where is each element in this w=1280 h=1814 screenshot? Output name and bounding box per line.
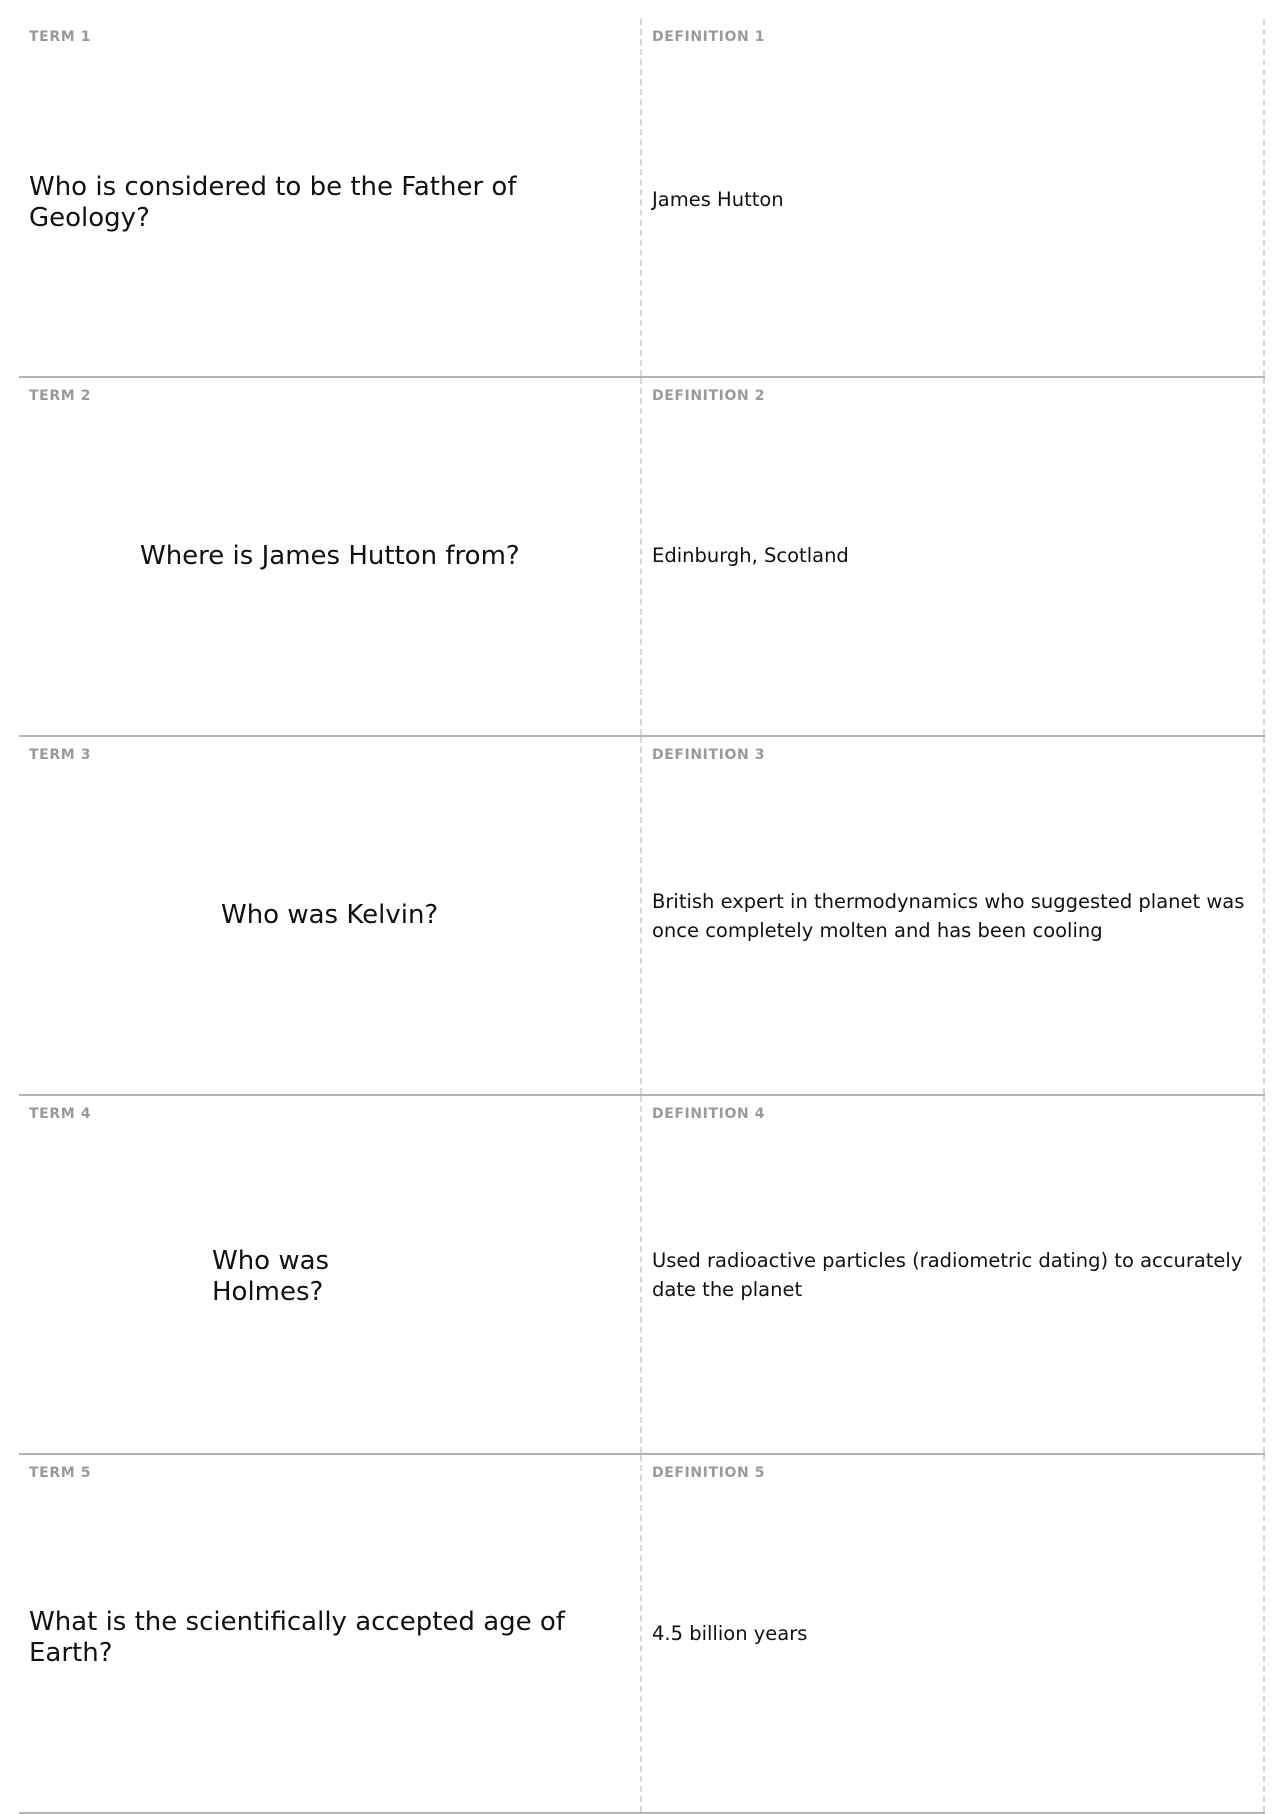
term-cell bbox=[19, 737, 642, 1094]
definition-text: British expert in thermodynamics who suggested planet was once completely molten and has been cooling bbox=[652, 890, 1245, 942]
definition-cell bbox=[642, 737, 1265, 1094]
flashcard-row bbox=[19, 1096, 1265, 1455]
flashcard-row bbox=[19, 1455, 1265, 1814]
term-text: Where is James Hutton from? bbox=[140, 541, 520, 571]
term-cell bbox=[19, 1096, 642, 1453]
definition-cell bbox=[642, 378, 1265, 735]
term-text: Who was Holmes? bbox=[212, 1246, 330, 1307]
flashcard-row bbox=[19, 737, 1265, 1096]
term-cell bbox=[19, 19, 642, 376]
definition-text: Used radioactive particles (radiometric dating) to accurately date the planet bbox=[652, 1249, 1243, 1301]
definition-cell bbox=[642, 1455, 1265, 1812]
flashcard-sheet bbox=[19, 19, 1265, 1814]
term-label: TERM 2 bbox=[29, 388, 92, 404]
term-label: TERM 1 bbox=[29, 29, 92, 45]
definition-text: 4.5 billion years bbox=[652, 1622, 808, 1645]
term-text: What is the scientifically accepted age of Earth? bbox=[29, 1607, 565, 1668]
definition-cell bbox=[642, 1096, 1265, 1453]
term-text: Who was Kelvin? bbox=[221, 900, 439, 930]
term-label: TERM 3 bbox=[29, 747, 92, 763]
flashcard-row bbox=[19, 19, 1265, 378]
flashcard-row bbox=[19, 378, 1265, 737]
term-cell bbox=[19, 378, 642, 735]
definition-label: DEFINITION 2 bbox=[652, 388, 766, 404]
term-text: Who is considered to be the Father of Geology? bbox=[29, 172, 517, 233]
definition-label: DEFINITION 1 bbox=[652, 29, 766, 45]
term-cell bbox=[19, 1455, 642, 1812]
definition-label: DEFINITION 5 bbox=[652, 1465, 766, 1481]
term-label: TERM 5 bbox=[29, 1465, 92, 1481]
definition-cell bbox=[642, 19, 1265, 376]
definition-label: DEFINITION 4 bbox=[652, 1106, 766, 1122]
term-label: TERM 4 bbox=[29, 1106, 92, 1122]
definition-text: Edinburgh, Scotland bbox=[652, 544, 849, 567]
definition-label: DEFINITION 3 bbox=[652, 747, 766, 763]
definition-text: James Hutton bbox=[652, 188, 784, 211]
